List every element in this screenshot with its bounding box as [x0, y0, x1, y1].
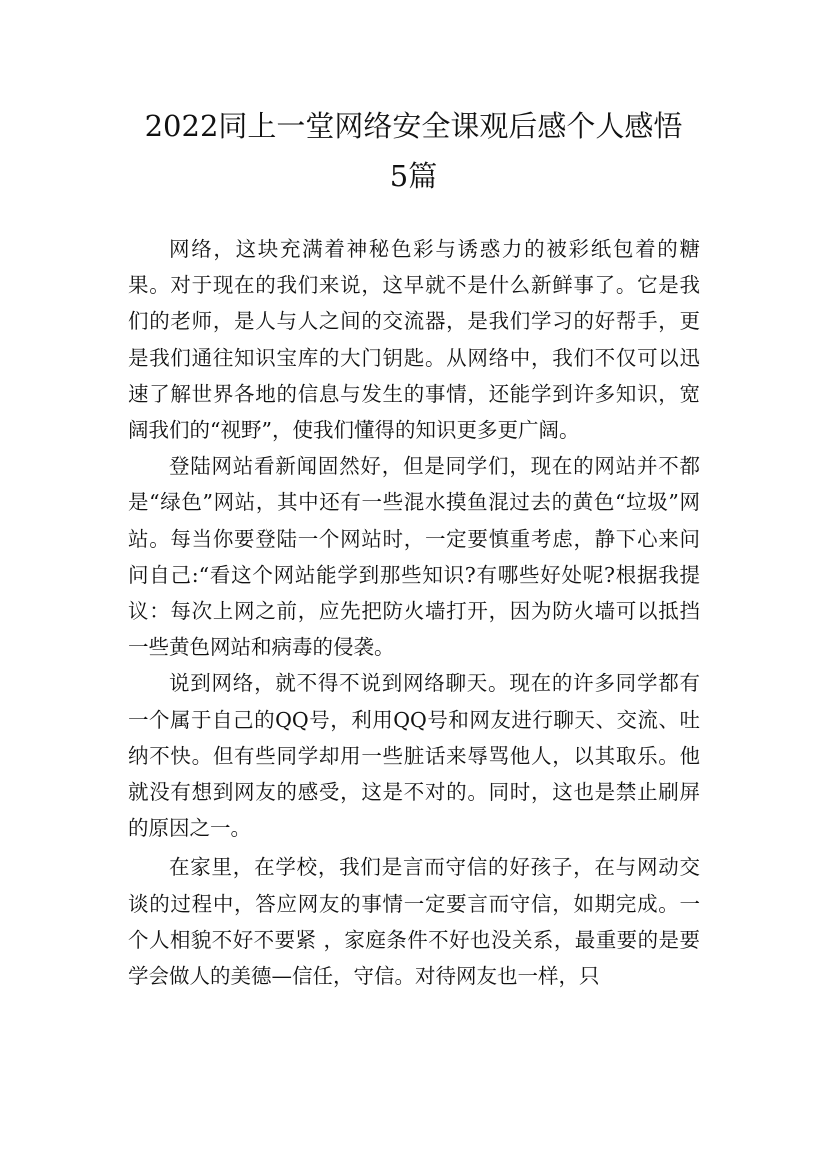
paragraph-3: 说到网络，就不得不说到网络聊天。现在的许多同学都有一个属于自己的QQ号，利用QQ号和网友进行聊天、交流、吐纳不快。但有些同学却用一些脏话来辱骂他人，以其取乐。他就没有想到网友的感受，这是不对的。同时，这也是禁止刷屏的原因之一。 — [128, 671, 700, 841]
paragraph-2: 登陆网站看新闻固然好，但是同学们，现在的网站并不都是“绿色”网站，其中还有一些混水摸鱼混过去的黄色“垃圾”网站。每当你要登陆一个网站时，一定要慎重考虑，静下心来问问自己:“看这个网站能学到那些知识?有哪些好处呢?根据我提议：每次上网之前，应先把防火墙打开，因为防火墙可以抵挡一些黄色网站和病毒的侵袭。 — [128, 454, 700, 660]
paragraph-4: 在家里，在学校，我们是言而守信的好孩子，在与网动交谈的过程中，答应网友的事情一定要言而守信，如期完成。一个人相貌不好不要紧 ，家庭条件不好也没关系，最重要的是要学会做人的美德—信任，守信。对待网友也一样，只 — [128, 855, 700, 989]
title-line-1: 2022同上一堂网络安全课观后感个人感悟 — [144, 109, 683, 143]
paragraph-1: 网络，这块充满着神秘色彩与诱惑力的被彩纸包着的糖果。对于现在的我们来说，这早就不是什么新鲜事了。它是我们的老师，是人与人之间的交流器，是我们学习的好帮手，更是我们通往知识宝库的大门钥匙。从网络中，我们不仅可以迅速了解世界各地的信息与发生的事情，还能学到许多知识，宽阔我们的“视野”，使我们懂得的知识更多更广阔。 — [128, 237, 700, 443]
document-body — [128, 231, 700, 994]
title-line-2: 5篇 — [389, 159, 438, 193]
document-title — [100, 101, 727, 201]
